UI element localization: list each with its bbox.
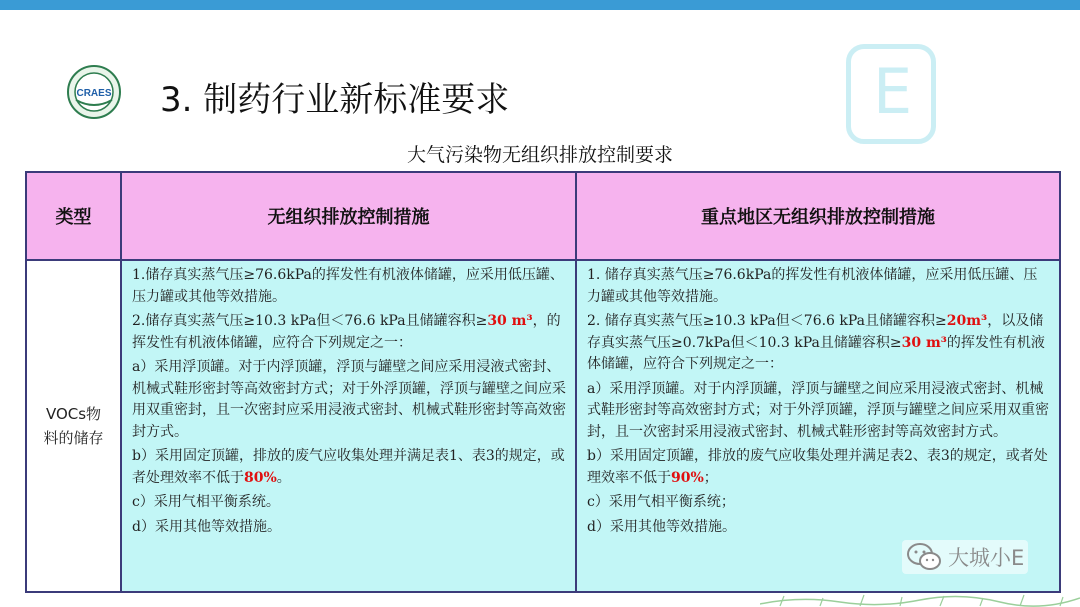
row-type-label: VOCs物料的储存 [43,405,104,447]
measure-item-c: c）采用气相平衡系统。 [132,494,280,510]
key-measure-item-d: d）采用其他等效措施。 [587,518,736,535]
header-key-region-measures: 重点地区无组织排放控制措施 [576,172,1060,260]
top-accent-bar [0,0,1080,10]
account-name: 大城小E [948,546,1025,570]
measure-item-d: d）采用其他等效措施。 [132,518,281,535]
key-measure-item-2: 2. 储存真实蒸气压≥10.3 kPa但＜76.6 kPa且储罐容积≥20m³，以及储存真实蒸气压≥0.7kPa但＜10.3 kPa且储罐容积≥30 m³的挥发性有机液体储罐，应符合下列规定之一： [587,313,1045,372]
requirements-table [25,171,1061,593]
grass-decoration [760,590,1080,607]
wechat-icon [906,542,942,572]
measure-item-a: a）采用浮顶罐。对于内浮顶罐，浮顶与罐壁之间应采用浸液式密封、机械式鞋形密封等高效密封方式；对于外浮顶罐，浮顶与罐壁之间应采用双重密封，且一次密封应采用浸液式密封、机械式鞋形密封等高效密封方式。 [132,359,566,440]
key-measure-item-b: b）采用固定顶罐，排放的废气应收集处理并满足表2、表3的规定，或者处理效率不低于90%； [587,448,1048,486]
measure-item-b: b）采用固定顶罐，排放的废气应收集处理并满足表1、表3的规定，或者处理效率不低于80%。 [132,448,565,486]
measure-item-2: 2.储存真实蒸气压≥10.3 kPa但＜76.6 kPa且储罐容积≥30 m³，的挥发性有机液体储罐，应符合下列规定之一： [132,313,561,351]
watermark-e-icon: E [846,44,936,144]
logo-text: CRAES [76,88,112,99]
row-type-cell [26,260,121,592]
highlight-efficiency: 80% [244,469,277,486]
key-measure-item-c: c）采用气相平衡系统； [587,494,735,510]
measure-item-1: 1.储存真实蒸气压≥76.6kPa的挥发性有机液体储罐，应采用低压罐、压力罐或其他等效措施。 [132,267,564,305]
table-caption: 大气污染物无组织排放控制要求 [406,144,673,166]
highlight-volume-20: 20m³ [946,313,988,329]
wechat-watermark [902,540,1028,574]
craes-logo [66,64,122,120]
highlight-volume: 30 m³ [487,313,533,329]
highlight-efficiency-90: 90% [671,469,704,486]
measures-cell [121,260,576,592]
key-measure-item-1: 1. 储存真实蒸气压≥76.6kPa的挥发性有机液体储罐，应采用低压罐、压力罐或其他等效措施。 [587,267,1038,305]
header-measures: 无组织排放控制措施 [121,172,576,260]
table-header-row [26,172,1060,260]
slide-title: 3. 制药行业新标准要求 [160,80,510,120]
header-type: 类型 [26,172,121,260]
highlight-volume-30: 30 m³ [901,334,947,351]
key-measure-item-a: a）采用浮顶罐。对于内浮顶罐，浮顶与罐壁之间应采用浸液式密封、机械式鞋形密封等高效密封方式；对于外浮顶罐，浮顶与罐壁之间应采用双重密封，且一次密封采用浸液式密封、机械式鞋形密封等高效密封方式。 [587,380,1049,440]
